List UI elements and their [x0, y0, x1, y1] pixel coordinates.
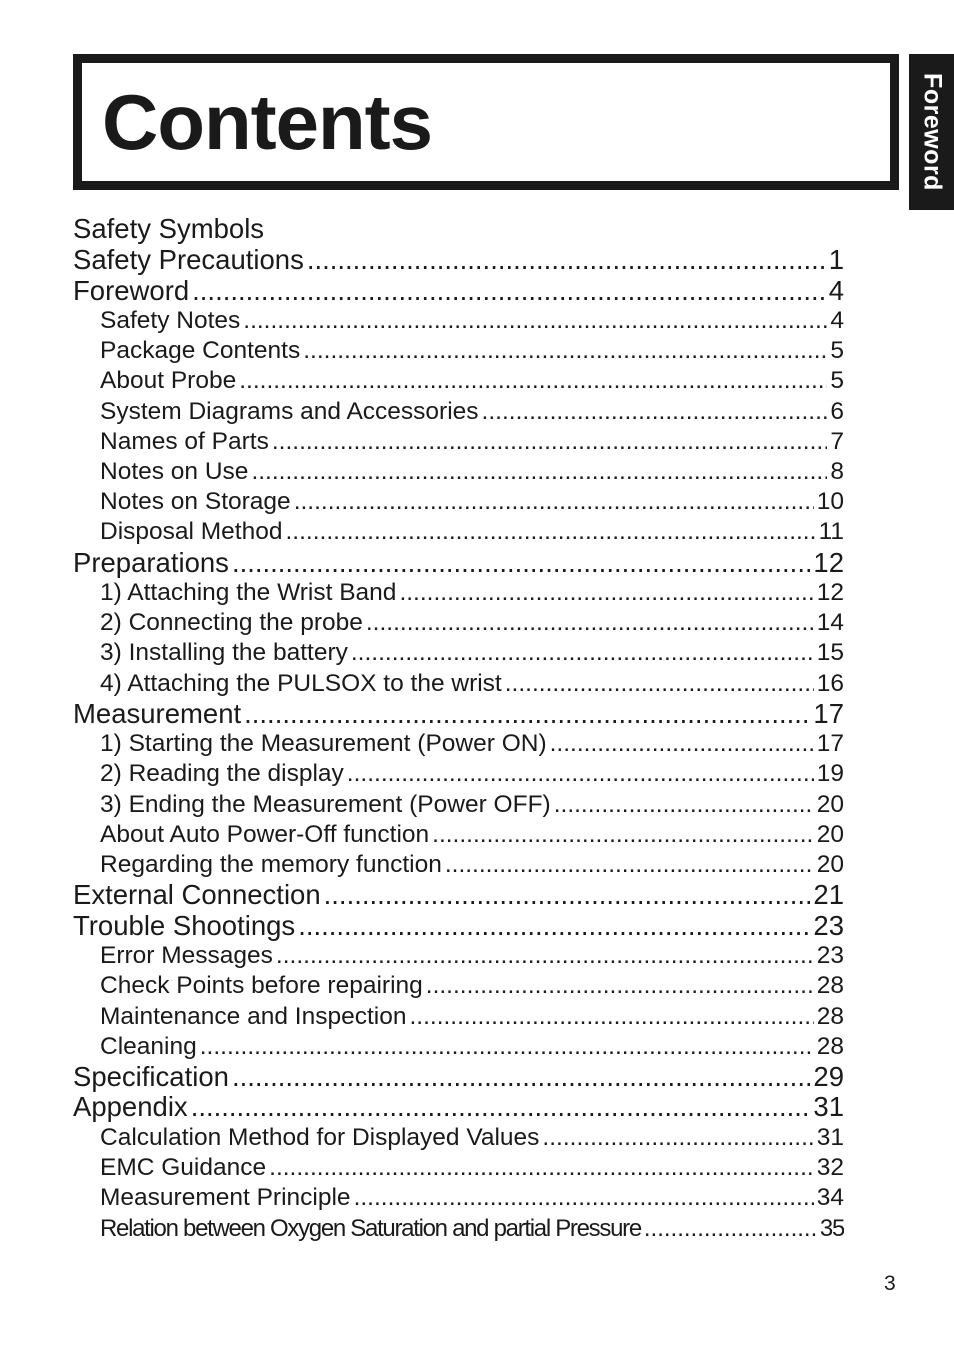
toc-dot-leader	[307, 245, 826, 276]
toc-page-number: 11	[818, 518, 844, 546]
toc-label: Notes on Use	[100, 457, 249, 485]
toc-dot-leader	[354, 1183, 814, 1213]
toc-dot-leader	[550, 729, 814, 759]
toc-page-number: 12	[816, 579, 844, 606]
toc-dot-leader	[243, 306, 827, 336]
toc-label: Error Messages	[100, 942, 273, 970]
toc-subsection	[73, 487, 844, 517]
toc-label: Safety Notes	[100, 307, 241, 334]
toc-dot-leader	[482, 397, 828, 427]
toc-page-number: 4	[830, 307, 844, 334]
toc-page-number: 19	[816, 760, 844, 788]
toc-dot-leader	[192, 276, 826, 307]
title-box	[73, 54, 899, 190]
toc-subsection	[73, 820, 844, 850]
toc-page-number: 17	[813, 698, 844, 729]
toc-dot-leader	[239, 366, 827, 396]
toc-dot-leader	[200, 1032, 814, 1062]
toc-page-number: 31	[816, 1123, 844, 1151]
toc-dot-leader	[445, 850, 814, 880]
toc-page-number: 34	[816, 1184, 844, 1212]
toc-dot-leader	[244, 699, 810, 730]
toc-label: About Auto Power-Off function	[100, 820, 430, 848]
toc-label: System Diagrams and Accessories	[100, 397, 479, 425]
toc-subsection	[73, 638, 844, 668]
toc-section	[73, 880, 844, 911]
toc-subsection	[73, 850, 844, 880]
toc-label: About Probe	[100, 367, 237, 395]
toc-page-number: 10	[816, 488, 844, 516]
toc-dot-leader	[351, 638, 814, 668]
toc-dot-leader	[366, 608, 814, 638]
toc-dot-leader	[285, 517, 815, 547]
toc-dot-leader	[409, 1002, 813, 1032]
toc-section	[73, 276, 844, 307]
toc-dot-leader	[432, 820, 814, 850]
toc-subsection	[73, 397, 844, 427]
toc-label: Maintenance and Inspection	[100, 1002, 407, 1030]
toc-page-number: 32	[816, 1154, 844, 1182]
toc-section	[73, 1062, 844, 1093]
page-title: Contents	[102, 78, 432, 166]
toc-label: Preparations	[73, 547, 229, 578]
toc-subsection	[73, 1123, 844, 1153]
toc-subsection	[73, 608, 844, 638]
toc-dot-leader	[399, 578, 813, 608]
toc-label: Measurement	[73, 698, 242, 729]
toc-page-number: 21	[813, 880, 844, 911]
toc-page-number: 7	[830, 427, 844, 455]
toc-subsection	[73, 941, 844, 971]
toc-label: Specification	[73, 1061, 229, 1092]
toc-label: Names of Parts	[100, 427, 269, 455]
toc-subsection	[73, 790, 844, 820]
toc-subsection	[73, 669, 844, 699]
toc-label: Relation between Oxygen Saturation and partial Pressure	[100, 1214, 641, 1242]
toc-dot-leader	[294, 487, 814, 517]
toc-page-number: 28	[816, 972, 844, 1000]
toc-label: Calculation Method for Displayed Values	[100, 1123, 540, 1151]
toc-page-number: 5	[830, 367, 844, 395]
toc-dot-leader	[644, 1214, 817, 1244]
toc-dot-leader	[269, 1153, 814, 1183]
toc-page-number: 31	[813, 1092, 844, 1123]
toc-label: 3) Installing the battery	[100, 639, 348, 667]
toc-page-number: 15	[816, 639, 844, 667]
toc-label: Trouble Shootings	[73, 910, 296, 941]
section-tab-label: Foreword	[918, 73, 946, 191]
toc-subsection	[73, 759, 844, 789]
toc-dot-leader	[347, 759, 814, 789]
toc-page-number: 20	[816, 820, 844, 848]
toc-page-number: 23	[816, 942, 844, 970]
toc-page-number: 16	[816, 669, 844, 697]
toc-label: Regarding the memory function	[100, 851, 442, 878]
toc-dot-leader	[272, 427, 828, 457]
toc-page-number: 20	[816, 851, 844, 878]
toc-label: 2) Connecting the probe	[100, 609, 363, 637]
toc-page-number: 1	[828, 245, 844, 275]
toc-label: Disposal Method	[100, 518, 283, 546]
table-of-contents	[73, 212, 844, 1244]
toc-subsection	[73, 306, 844, 336]
toc-subsection	[73, 971, 844, 1001]
toc-dot-leader	[232, 1062, 810, 1093]
toc-page-number: 28	[816, 1002, 844, 1030]
toc-dot-leader	[505, 669, 814, 699]
section-tab	[909, 54, 954, 210]
toc-page-number: 12	[813, 547, 844, 578]
toc-label: 2) Reading the display	[100, 760, 344, 788]
toc-section	[73, 699, 844, 730]
toc-dot-leader	[298, 911, 810, 942]
toc-section	[73, 911, 844, 942]
toc-label: Notes on Storage	[100, 488, 291, 516]
toc-subsection	[73, 336, 844, 366]
toc-label: Foreword	[73, 275, 190, 306]
toc-label: Appendix	[73, 1092, 188, 1123]
toc-dot-leader	[232, 548, 810, 579]
toc-label: External Connection	[73, 880, 321, 911]
toc-page-number: 17	[816, 730, 844, 758]
toc-page-number: 4	[828, 275, 844, 306]
toc-page-number: 35	[819, 1214, 844, 1242]
toc-dot-leader	[303, 336, 827, 366]
toc-label: EMC Guidance	[100, 1154, 267, 1182]
toc-subsection	[73, 729, 844, 759]
toc-dot-leader	[276, 941, 814, 971]
toc-subsection	[73, 517, 844, 547]
page-number: 3	[884, 1272, 896, 1295]
toc-subsection	[73, 427, 844, 457]
toc-page-number: 29	[813, 1061, 844, 1092]
toc-subsection	[73, 1002, 844, 1032]
toc-dot-leader	[324, 880, 811, 911]
toc-label: 3) Ending the Measurement (Power OFF)	[100, 790, 551, 818]
toc-page-number: 23	[813, 910, 844, 941]
toc-label: 1) Attaching the Wrist Band	[100, 579, 397, 606]
toc-label: Check Points before repairing	[100, 972, 423, 1000]
toc-label: Measurement Principle	[100, 1184, 351, 1212]
toc-label: 4) Attaching the PULSOX to the wrist	[100, 669, 502, 697]
toc-dot-leader	[251, 457, 827, 487]
toc-subsection	[73, 1032, 844, 1062]
toc-subsection	[73, 366, 844, 396]
toc-page-number: 6	[830, 397, 844, 425]
title-inner	[82, 63, 890, 181]
toc-subsection	[73, 457, 844, 487]
toc-subsection	[73, 1153, 844, 1183]
toc-label: Cleaning	[100, 1032, 197, 1060]
toc-label: 1) Starting the Measurement (Power ON)	[100, 730, 547, 758]
toc-dot-leader	[426, 971, 814, 1001]
toc-dot-leader	[542, 1123, 813, 1153]
toc-page-number: 8	[830, 457, 844, 485]
toc-subsection	[73, 578, 844, 608]
toc-dot-leader	[191, 1092, 811, 1123]
toc-subsection	[73, 1183, 844, 1213]
toc-page-number: 14	[816, 609, 844, 637]
toc-subsection	[73, 1214, 844, 1244]
toc-section	[73, 548, 844, 579]
toc-page-number: 20	[816, 790, 844, 818]
toc-page-number: 28	[816, 1032, 844, 1060]
toc-section	[73, 1092, 844, 1123]
toc-page-number: 5	[830, 337, 844, 365]
toc-label: Package Contents	[100, 337, 301, 365]
toc-label: Safety Symbols	[73, 213, 265, 244]
toc-label: Safety Precautions	[73, 245, 304, 275]
toc-section	[73, 245, 844, 276]
toc-section	[73, 212, 844, 245]
toc-dot-leader	[554, 790, 814, 820]
